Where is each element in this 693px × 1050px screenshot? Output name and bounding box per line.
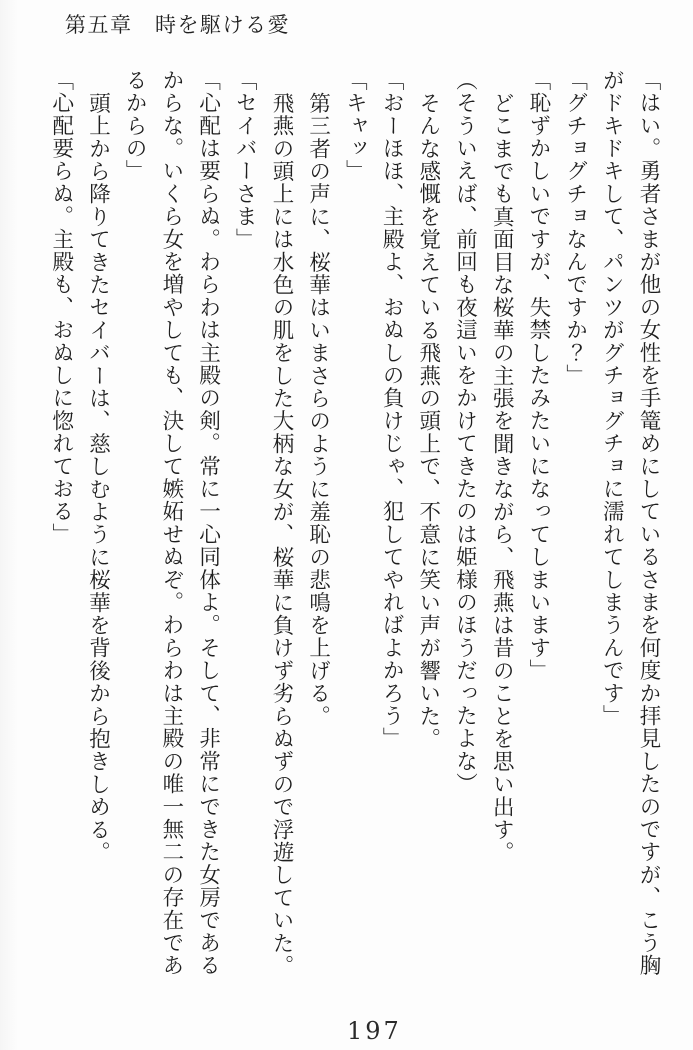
text-line: 第三者の声に、桜華はいまさらのように羞恥の悲鳴を上げる。 xyxy=(306,92,331,728)
text-line: 「グチョグチョなんですか？」 xyxy=(563,69,588,387)
page-number: 197 xyxy=(347,1017,402,1045)
text-line: 飛燕の頭上には水色の肌をした大柄な女が、桜華に負けず劣らぬずので浮遊していた。 xyxy=(269,92,294,978)
text-line: 「セイバーさま」 xyxy=(233,69,258,251)
text-line: 「はい。勇者さまが他の女性を手篭めにしているさまを何度か拝見したのですが、こう胸 xyxy=(637,69,661,977)
text-line: るからの」 xyxy=(123,69,148,183)
text-line: 「心配要らぬ。主殿も、おぬしに惚れておる」 xyxy=(49,69,74,546)
text-line: 頭上から降りてきたセイバーは、慈しむように桜華を背後から抱きしめる。 xyxy=(86,92,111,864)
text-line: どこまでも真面目な桜華の主張を聞きながら、飛燕は昔のことを思い出す。 xyxy=(490,92,515,864)
vertical-text-block xyxy=(43,69,667,991)
text-line: 「キャッ」 xyxy=(343,69,368,183)
text-line: からな。いくら女を増やしても、決して嫉妬せぬぞ。わらわは主殿の唯一無二の存在であ xyxy=(159,69,184,977)
text-line: （そういえば、前回も夜這いをかけてきたのは姫様のほうだったよな） xyxy=(453,69,478,796)
text-line: 「おーほほ、主殿よ、おぬしの負けじゃ、犯してやればよかろう」 xyxy=(380,69,405,750)
chapter-header: 第五章 時を駆ける愛 xyxy=(65,13,290,37)
text-line: 「恥ずかしいですが、失禁したみたいになってしまいます」 xyxy=(526,69,551,682)
text-line: そんな感慨を覚えている飛燕の頭上で、不意に笑い声が響いた。 xyxy=(416,92,441,751)
text-line: がドキドキして、パンツがグチョグチョに濡れてしまうんです」 xyxy=(600,69,625,728)
text-line: 「心配は要らぬ。わらわは主殿の剣。常に一心同体よ。そして、非常にできた女房である xyxy=(196,69,221,977)
